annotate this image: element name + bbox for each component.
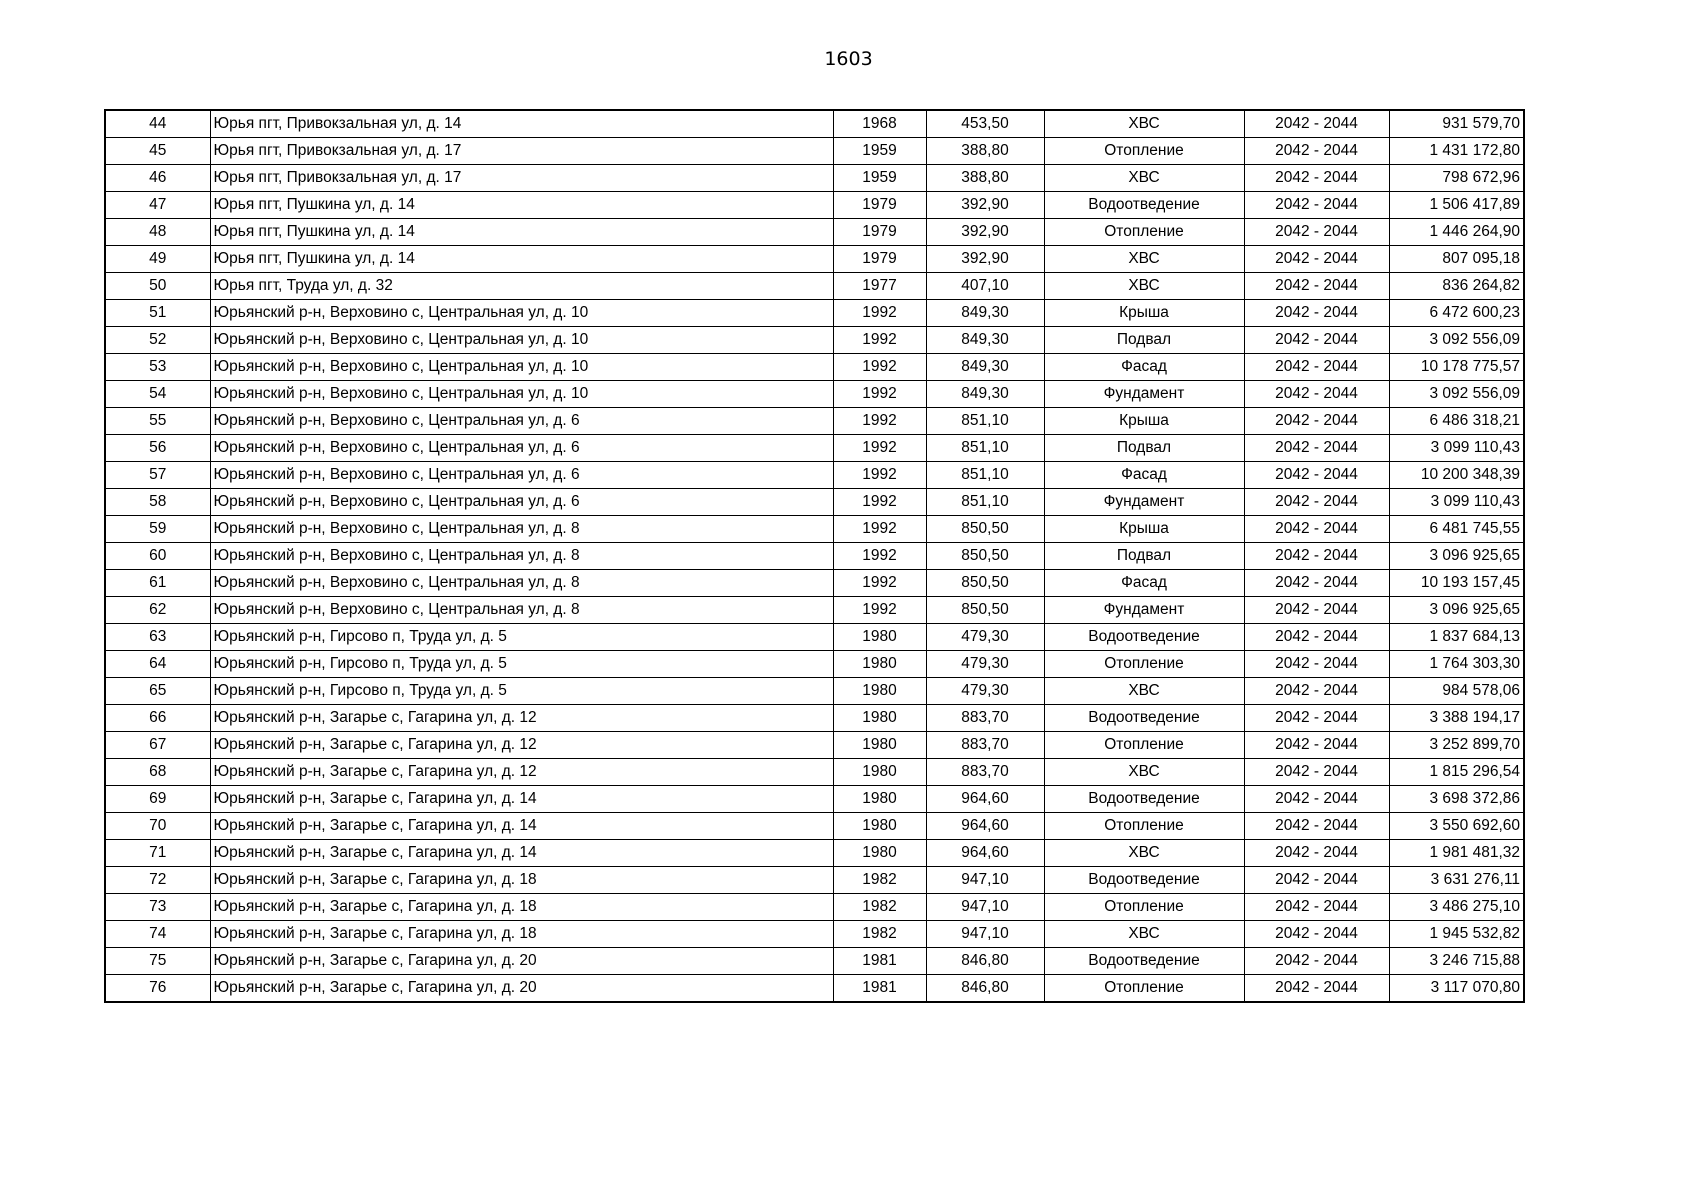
cost-cell: 6 481 745,55 bbox=[1389, 516, 1524, 543]
table-body bbox=[105, 110, 1524, 1002]
cost-cell: 1 431 172,80 bbox=[1389, 138, 1524, 165]
period-cell: 2042 - 2044 bbox=[1244, 543, 1389, 570]
build-year-cell: 1992 bbox=[833, 543, 926, 570]
period-cell: 2042 - 2044 bbox=[1244, 813, 1389, 840]
work-type-cell: Крыша bbox=[1044, 300, 1244, 327]
work-type-cell: Водоотведение bbox=[1044, 867, 1244, 894]
build-year-cell: 1980 bbox=[833, 759, 926, 786]
table-row bbox=[105, 867, 1524, 894]
cost-cell: 1 981 481,32 bbox=[1389, 840, 1524, 867]
row-number-cell: 61 bbox=[105, 570, 210, 597]
row-number-cell: 55 bbox=[105, 408, 210, 435]
work-type-cell: Крыша bbox=[1044, 516, 1244, 543]
row-number-cell: 58 bbox=[105, 489, 210, 516]
area-cell: 883,70 bbox=[926, 759, 1044, 786]
work-type-cell: ХВС bbox=[1044, 921, 1244, 948]
period-cell: 2042 - 2044 bbox=[1244, 408, 1389, 435]
row-number-cell: 47 bbox=[105, 192, 210, 219]
build-year-cell: 1979 bbox=[833, 219, 926, 246]
cost-cell: 798 672,96 bbox=[1389, 165, 1524, 192]
cost-cell: 10 200 348,39 bbox=[1389, 462, 1524, 489]
row-number-cell: 48 bbox=[105, 219, 210, 246]
row-number-cell: 46 bbox=[105, 165, 210, 192]
build-year-cell: 1980 bbox=[833, 651, 926, 678]
work-type-cell: Фасад bbox=[1044, 570, 1244, 597]
area-cell: 849,30 bbox=[926, 354, 1044, 381]
build-year-cell: 1980 bbox=[833, 840, 926, 867]
cost-cell: 1 764 303,30 bbox=[1389, 651, 1524, 678]
row-number-cell: 68 bbox=[105, 759, 210, 786]
period-cell: 2042 - 2044 bbox=[1244, 516, 1389, 543]
area-cell: 849,30 bbox=[926, 327, 1044, 354]
period-cell: 2042 - 2044 bbox=[1244, 651, 1389, 678]
area-cell: 479,30 bbox=[926, 624, 1044, 651]
address-cell: Юрья пгт, Пушкина ул, д. 14 bbox=[210, 246, 833, 273]
work-type-cell: Отопление bbox=[1044, 732, 1244, 759]
work-type-cell: Отопление bbox=[1044, 138, 1244, 165]
cost-cell: 1 815 296,54 bbox=[1389, 759, 1524, 786]
work-type-cell: Водоотведение bbox=[1044, 192, 1244, 219]
row-number-cell: 57 bbox=[105, 462, 210, 489]
cost-cell: 1 945 532,82 bbox=[1389, 921, 1524, 948]
cost-cell: 807 095,18 bbox=[1389, 246, 1524, 273]
area-cell: 850,50 bbox=[926, 516, 1044, 543]
build-year-cell: 1979 bbox=[833, 192, 926, 219]
row-number-cell: 54 bbox=[105, 381, 210, 408]
row-number-cell: 65 bbox=[105, 678, 210, 705]
cost-cell: 984 578,06 bbox=[1389, 678, 1524, 705]
table-row bbox=[105, 678, 1524, 705]
period-cell: 2042 - 2044 bbox=[1244, 462, 1389, 489]
period-cell: 2042 - 2044 bbox=[1244, 948, 1389, 975]
table-row bbox=[105, 246, 1524, 273]
build-year-cell: 1992 bbox=[833, 489, 926, 516]
address-cell: Юрьянский р-н, Верховино с, Центральная ул, д. 6 bbox=[210, 408, 833, 435]
work-type-cell: Отопление bbox=[1044, 219, 1244, 246]
cost-cell: 3 096 925,65 bbox=[1389, 597, 1524, 624]
address-cell: Юрьянский р-н, Загарье с, Гагарина ул, д. 14 bbox=[210, 813, 833, 840]
build-year-cell: 1992 bbox=[833, 300, 926, 327]
build-year-cell: 1992 bbox=[833, 354, 926, 381]
work-type-cell: Отопление bbox=[1044, 975, 1244, 1003]
cost-cell: 3 252 899,70 bbox=[1389, 732, 1524, 759]
row-number-cell: 74 bbox=[105, 921, 210, 948]
build-year-cell: 1979 bbox=[833, 246, 926, 273]
build-year-cell: 1959 bbox=[833, 165, 926, 192]
build-year-cell: 1980 bbox=[833, 786, 926, 813]
period-cell: 2042 - 2044 bbox=[1244, 786, 1389, 813]
period-cell: 2042 - 2044 bbox=[1244, 110, 1389, 138]
period-cell: 2042 - 2044 bbox=[1244, 759, 1389, 786]
table-row bbox=[105, 624, 1524, 651]
work-type-cell: Подвал bbox=[1044, 327, 1244, 354]
address-cell: Юрья пгт, Привокзальная ул, д. 17 bbox=[210, 165, 833, 192]
build-year-cell: 1992 bbox=[833, 570, 926, 597]
row-number-cell: 71 bbox=[105, 840, 210, 867]
area-cell: 851,10 bbox=[926, 408, 1044, 435]
work-type-cell: Водоотведение bbox=[1044, 705, 1244, 732]
table-row bbox=[105, 327, 1524, 354]
address-cell: Юрьянский р-н, Гирсово п, Труда ул, д. 5 bbox=[210, 651, 833, 678]
row-number-cell: 45 bbox=[105, 138, 210, 165]
address-cell: Юрьянский р-н, Загарье с, Гагарина ул, д. 18 bbox=[210, 921, 833, 948]
address-cell: Юрьянский р-н, Верховино с, Центральная ул, д. 8 bbox=[210, 597, 833, 624]
period-cell: 2042 - 2044 bbox=[1244, 354, 1389, 381]
work-type-cell: Фундамент bbox=[1044, 597, 1244, 624]
build-year-cell: 1992 bbox=[833, 381, 926, 408]
page-number: 1603 bbox=[824, 48, 873, 70]
work-type-cell: Фасад bbox=[1044, 462, 1244, 489]
cost-cell: 3 092 556,09 bbox=[1389, 327, 1524, 354]
address-cell: Юрьянский р-н, Загарье с, Гагарина ул, д. 12 bbox=[210, 759, 833, 786]
table-row bbox=[105, 138, 1524, 165]
table-row bbox=[105, 759, 1524, 786]
period-cell: 2042 - 2044 bbox=[1244, 570, 1389, 597]
row-number-cell: 52 bbox=[105, 327, 210, 354]
work-type-cell: ХВС bbox=[1044, 110, 1244, 138]
area-cell: 479,30 bbox=[926, 651, 1044, 678]
address-cell: Юрьянский р-н, Верховино с, Центральная ул, д. 8 bbox=[210, 516, 833, 543]
work-type-cell: Крыша bbox=[1044, 408, 1244, 435]
build-year-cell: 1968 bbox=[833, 110, 926, 138]
build-year-cell: 1980 bbox=[833, 705, 926, 732]
period-cell: 2042 - 2044 bbox=[1244, 705, 1389, 732]
area-cell: 846,80 bbox=[926, 948, 1044, 975]
address-cell: Юрьянский р-н, Загарье с, Гагарина ул, д. 12 bbox=[210, 705, 833, 732]
row-number-cell: 44 bbox=[105, 110, 210, 138]
area-cell: 392,90 bbox=[926, 192, 1044, 219]
period-cell: 2042 - 2044 bbox=[1244, 435, 1389, 462]
cost-cell: 3 117 070,80 bbox=[1389, 975, 1524, 1003]
cost-cell: 3 698 372,86 bbox=[1389, 786, 1524, 813]
work-type-cell: Подвал bbox=[1044, 435, 1244, 462]
table-row bbox=[105, 192, 1524, 219]
address-cell: Юрьянский р-н, Загарье с, Гагарина ул, д. 20 bbox=[210, 975, 833, 1003]
area-cell: 883,70 bbox=[926, 705, 1044, 732]
table-row bbox=[105, 543, 1524, 570]
table-row bbox=[105, 381, 1524, 408]
build-year-cell: 1977 bbox=[833, 273, 926, 300]
table-row bbox=[105, 516, 1524, 543]
table-row bbox=[105, 975, 1524, 1003]
cost-cell: 931 579,70 bbox=[1389, 110, 1524, 138]
row-number-cell: 64 bbox=[105, 651, 210, 678]
table-row bbox=[105, 921, 1524, 948]
row-number-cell: 66 bbox=[105, 705, 210, 732]
row-number-cell: 56 bbox=[105, 435, 210, 462]
build-year-cell: 1982 bbox=[833, 867, 926, 894]
address-cell: Юрьянский р-н, Верховино с, Центральная ул, д. 8 bbox=[210, 543, 833, 570]
area-cell: 846,80 bbox=[926, 975, 1044, 1003]
address-cell: Юрьянский р-н, Загарье с, Гагарина ул, д. 14 bbox=[210, 840, 833, 867]
area-cell: 964,60 bbox=[926, 840, 1044, 867]
address-cell: Юрья пгт, Пушкина ул, д. 14 bbox=[210, 192, 833, 219]
row-number-cell: 72 bbox=[105, 867, 210, 894]
work-type-cell: Фундамент bbox=[1044, 489, 1244, 516]
build-year-cell: 1981 bbox=[833, 975, 926, 1003]
address-cell: Юрьянский р-н, Гирсово п, Труда ул, д. 5 bbox=[210, 678, 833, 705]
area-cell: 407,10 bbox=[926, 273, 1044, 300]
period-cell: 2042 - 2044 bbox=[1244, 273, 1389, 300]
area-cell: 392,90 bbox=[926, 246, 1044, 273]
table-row bbox=[105, 462, 1524, 489]
table-row bbox=[105, 786, 1524, 813]
area-cell: 964,60 bbox=[926, 786, 1044, 813]
cost-cell: 10 193 157,45 bbox=[1389, 570, 1524, 597]
work-type-cell: Фасад bbox=[1044, 354, 1244, 381]
area-cell: 388,80 bbox=[926, 165, 1044, 192]
cost-cell: 3 550 692,60 bbox=[1389, 813, 1524, 840]
address-cell: Юрьянский р-н, Верховино с, Центральная ул, д. 6 bbox=[210, 435, 833, 462]
table-row bbox=[105, 894, 1524, 921]
row-number-cell: 67 bbox=[105, 732, 210, 759]
table-row bbox=[105, 732, 1524, 759]
address-cell: Юрьянский р-н, Верховино с, Центральная ул, д. 8 bbox=[210, 570, 833, 597]
cost-cell: 3 099 110,43 bbox=[1389, 435, 1524, 462]
row-number-cell: 49 bbox=[105, 246, 210, 273]
period-cell: 2042 - 2044 bbox=[1244, 300, 1389, 327]
row-number-cell: 50 bbox=[105, 273, 210, 300]
cost-cell: 3 099 110,43 bbox=[1389, 489, 1524, 516]
build-year-cell: 1982 bbox=[833, 921, 926, 948]
table-row bbox=[105, 705, 1524, 732]
build-year-cell: 1980 bbox=[833, 732, 926, 759]
address-cell: Юрьянский р-н, Загарье с, Гагарина ул, д. 20 bbox=[210, 948, 833, 975]
table-row bbox=[105, 300, 1524, 327]
address-cell: Юрьянский р-н, Верховино с, Центральная ул, д. 10 bbox=[210, 300, 833, 327]
table-row bbox=[105, 435, 1524, 462]
period-cell: 2042 - 2044 bbox=[1244, 840, 1389, 867]
table-row bbox=[105, 813, 1524, 840]
address-cell: Юрьянский р-н, Верховино с, Центральная ул, д. 6 bbox=[210, 489, 833, 516]
build-year-cell: 1980 bbox=[833, 678, 926, 705]
row-number-cell: 76 bbox=[105, 975, 210, 1003]
period-cell: 2042 - 2044 bbox=[1244, 732, 1389, 759]
area-cell: 947,10 bbox=[926, 921, 1044, 948]
period-cell: 2042 - 2044 bbox=[1244, 597, 1389, 624]
period-cell: 2042 - 2044 bbox=[1244, 894, 1389, 921]
build-year-cell: 1992 bbox=[833, 462, 926, 489]
address-cell: Юрьянский р-н, Верховино с, Центральная ул, д. 6 bbox=[210, 462, 833, 489]
work-type-cell: Водоотведение bbox=[1044, 948, 1244, 975]
work-type-cell: ХВС bbox=[1044, 246, 1244, 273]
area-cell: 850,50 bbox=[926, 543, 1044, 570]
cost-cell: 10 178 775,57 bbox=[1389, 354, 1524, 381]
work-type-cell: Подвал bbox=[1044, 543, 1244, 570]
area-cell: 964,60 bbox=[926, 813, 1044, 840]
work-type-cell: Отопление bbox=[1044, 813, 1244, 840]
area-cell: 849,30 bbox=[926, 381, 1044, 408]
work-type-cell: ХВС bbox=[1044, 678, 1244, 705]
cost-cell: 836 264,82 bbox=[1389, 273, 1524, 300]
address-cell: Юрьянский р-н, Гирсово п, Труда ул, д. 5 bbox=[210, 624, 833, 651]
period-cell: 2042 - 2044 bbox=[1244, 678, 1389, 705]
address-cell: Юрья пгт, Пушкина ул, д. 14 bbox=[210, 219, 833, 246]
work-type-cell: ХВС bbox=[1044, 759, 1244, 786]
row-number-cell: 69 bbox=[105, 786, 210, 813]
cost-cell: 3 246 715,88 bbox=[1389, 948, 1524, 975]
build-year-cell: 1992 bbox=[833, 516, 926, 543]
address-cell: Юрьянский р-н, Загарье с, Гагарина ул, д. 12 bbox=[210, 732, 833, 759]
address-cell: Юрья пгт, Труда ул, д. 32 bbox=[210, 273, 833, 300]
table-row bbox=[105, 408, 1524, 435]
cost-cell: 1 446 264,90 bbox=[1389, 219, 1524, 246]
table-row bbox=[105, 165, 1524, 192]
period-cell: 2042 - 2044 bbox=[1244, 219, 1389, 246]
cost-cell: 3 388 194,17 bbox=[1389, 705, 1524, 732]
area-cell: 883,70 bbox=[926, 732, 1044, 759]
work-type-cell: Отопление bbox=[1044, 894, 1244, 921]
table-row bbox=[105, 597, 1524, 624]
row-number-cell: 59 bbox=[105, 516, 210, 543]
build-year-cell: 1980 bbox=[833, 813, 926, 840]
work-type-cell: Водоотведение bbox=[1044, 786, 1244, 813]
area-cell: 850,50 bbox=[926, 597, 1044, 624]
period-cell: 2042 - 2044 bbox=[1244, 327, 1389, 354]
work-type-cell: Фундамент bbox=[1044, 381, 1244, 408]
area-cell: 849,30 bbox=[926, 300, 1044, 327]
repair-schedule-table bbox=[104, 109, 1525, 1003]
period-cell: 2042 - 2044 bbox=[1244, 192, 1389, 219]
table-row bbox=[105, 651, 1524, 678]
period-cell: 2042 - 2044 bbox=[1244, 624, 1389, 651]
row-number-cell: 63 bbox=[105, 624, 210, 651]
row-number-cell: 51 bbox=[105, 300, 210, 327]
address-cell: Юрья пгт, Привокзальная ул, д. 17 bbox=[210, 138, 833, 165]
work-type-cell: ХВС bbox=[1044, 840, 1244, 867]
period-cell: 2042 - 2044 bbox=[1244, 975, 1389, 1003]
cost-cell: 6 486 318,21 bbox=[1389, 408, 1524, 435]
period-cell: 2042 - 2044 bbox=[1244, 165, 1389, 192]
row-number-cell: 70 bbox=[105, 813, 210, 840]
area-cell: 850,50 bbox=[926, 570, 1044, 597]
cost-cell: 1 506 417,89 bbox=[1389, 192, 1524, 219]
table-row bbox=[105, 273, 1524, 300]
cost-cell: 3 486 275,10 bbox=[1389, 894, 1524, 921]
table-row bbox=[105, 570, 1524, 597]
table-row bbox=[105, 948, 1524, 975]
address-cell: Юрьянский р-н, Верховино с, Центральная ул, д. 10 bbox=[210, 381, 833, 408]
cost-cell: 3 092 556,09 bbox=[1389, 381, 1524, 408]
table-row bbox=[105, 110, 1524, 138]
area-cell: 479,30 bbox=[926, 678, 1044, 705]
period-cell: 2042 - 2044 bbox=[1244, 921, 1389, 948]
table-row bbox=[105, 489, 1524, 516]
address-cell: Юрьянский р-н, Загарье с, Гагарина ул, д. 18 bbox=[210, 894, 833, 921]
build-year-cell: 1981 bbox=[833, 948, 926, 975]
period-cell: 2042 - 2044 bbox=[1244, 381, 1389, 408]
area-cell: 453,50 bbox=[926, 110, 1044, 138]
build-year-cell: 1980 bbox=[833, 624, 926, 651]
row-number-cell: 62 bbox=[105, 597, 210, 624]
period-cell: 2042 - 2044 bbox=[1244, 867, 1389, 894]
address-cell: Юрьянский р-н, Верховино с, Центральная ул, д. 10 bbox=[210, 354, 833, 381]
build-year-cell: 1992 bbox=[833, 597, 926, 624]
address-cell: Юрья пгт, Привокзальная ул, д. 14 bbox=[210, 110, 833, 138]
cost-cell: 1 837 684,13 bbox=[1389, 624, 1524, 651]
area-cell: 851,10 bbox=[926, 435, 1044, 462]
address-cell: Юрьянский р-н, Загарье с, Гагарина ул, д. 18 bbox=[210, 867, 833, 894]
area-cell: 388,80 bbox=[926, 138, 1044, 165]
row-number-cell: 53 bbox=[105, 354, 210, 381]
row-number-cell: 60 bbox=[105, 543, 210, 570]
work-type-cell: ХВС bbox=[1044, 165, 1244, 192]
build-year-cell: 1992 bbox=[833, 435, 926, 462]
area-cell: 947,10 bbox=[926, 894, 1044, 921]
row-number-cell: 73 bbox=[105, 894, 210, 921]
area-cell: 851,10 bbox=[926, 462, 1044, 489]
period-cell: 2042 - 2044 bbox=[1244, 489, 1389, 516]
cost-cell: 3 631 276,11 bbox=[1389, 867, 1524, 894]
build-year-cell: 1992 bbox=[833, 327, 926, 354]
row-number-cell: 75 bbox=[105, 948, 210, 975]
area-cell: 947,10 bbox=[926, 867, 1044, 894]
table-row bbox=[105, 219, 1524, 246]
cost-cell: 3 096 925,65 bbox=[1389, 543, 1524, 570]
period-cell: 2042 - 2044 bbox=[1244, 138, 1389, 165]
cost-cell: 6 472 600,23 bbox=[1389, 300, 1524, 327]
work-type-cell: ХВС bbox=[1044, 273, 1244, 300]
build-year-cell: 1992 bbox=[833, 408, 926, 435]
work-type-cell: Водоотведение bbox=[1044, 624, 1244, 651]
address-cell: Юрьянский р-н, Верховино с, Центральная ул, д. 10 bbox=[210, 327, 833, 354]
period-cell: 2042 - 2044 bbox=[1244, 246, 1389, 273]
build-year-cell: 1959 bbox=[833, 138, 926, 165]
work-type-cell: Отопление bbox=[1044, 651, 1244, 678]
build-year-cell: 1982 bbox=[833, 894, 926, 921]
area-cell: 851,10 bbox=[926, 489, 1044, 516]
address-cell: Юрьянский р-н, Загарье с, Гагарина ул, д. 14 bbox=[210, 786, 833, 813]
table-row bbox=[105, 840, 1524, 867]
table-row bbox=[105, 354, 1524, 381]
area-cell: 392,90 bbox=[926, 219, 1044, 246]
